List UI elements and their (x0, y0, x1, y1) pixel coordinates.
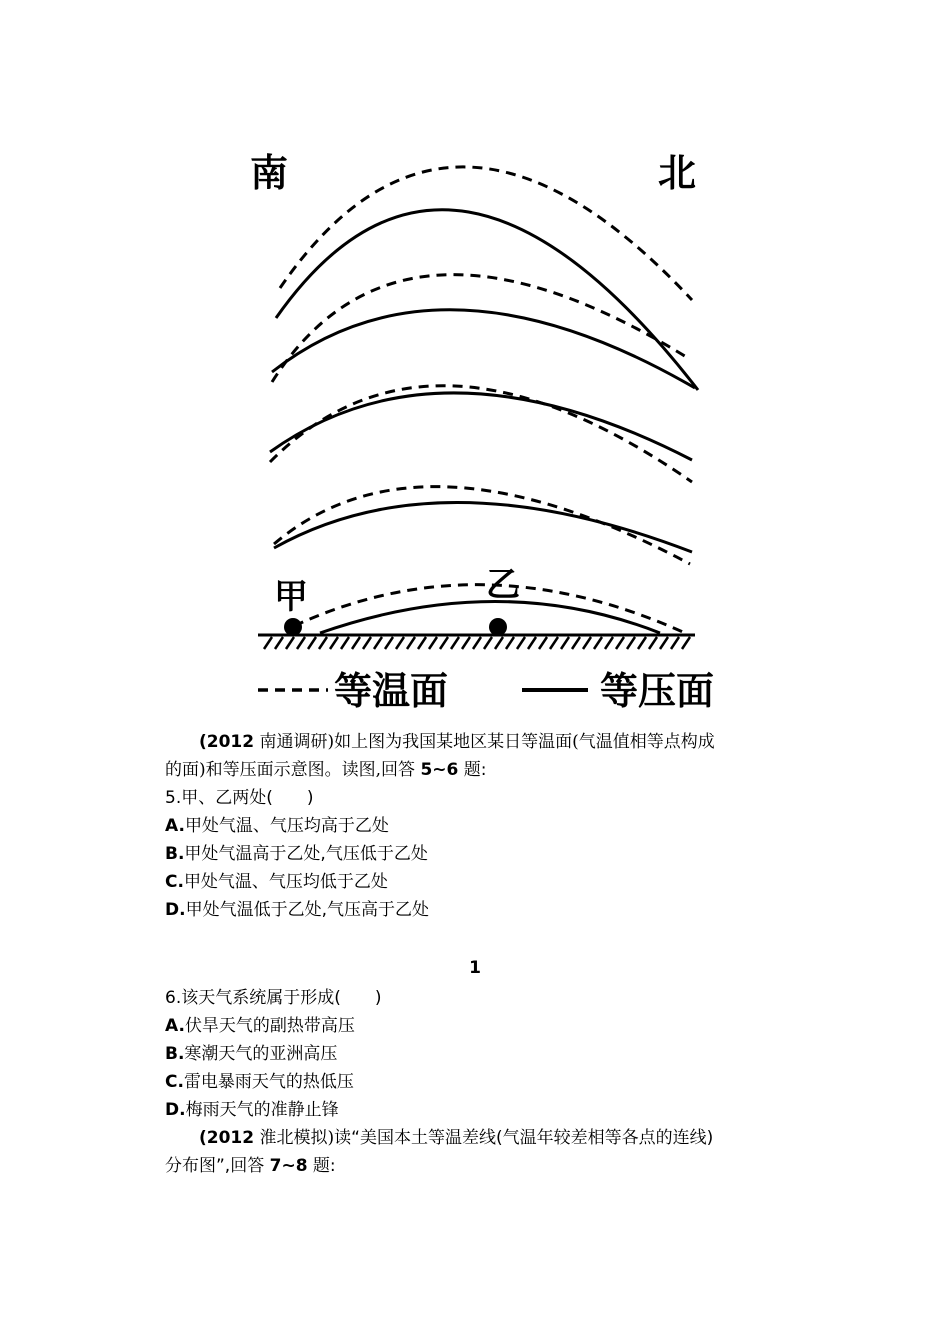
question-6 (165, 984, 795, 1180)
point-jia-label: 甲 (274, 577, 308, 617)
hatch-mark (308, 637, 316, 649)
north-label: 北 (658, 151, 697, 195)
south-label: 南 (250, 151, 289, 195)
hatch-mark (363, 637, 371, 649)
legend-isobar-label: 等压面 (600, 669, 715, 713)
hatch-mark (583, 637, 591, 649)
hatch-mark (275, 637, 283, 649)
passage-2-text-2: 分布图”,回答 (165, 1156, 270, 1176)
passage-2-line-1 (165, 1124, 795, 1152)
hatch-mark (495, 637, 503, 649)
passage-2-year: (2012 (199, 1128, 255, 1148)
hatch-mark (341, 637, 349, 649)
question-5-option-b: B.甲处气温高于乙处,气压低于乙处 (165, 844, 428, 864)
hatch-mark (550, 637, 558, 649)
isotherm-surface-2 (272, 275, 688, 382)
passage-1-source: 南通调研) (254, 732, 335, 752)
isotherm-surface-4 (274, 487, 690, 564)
hatch-mark (418, 637, 426, 649)
question-6-option-a: A.伏旱天气的副热带高压 (165, 1016, 355, 1036)
point-yi-marker (489, 618, 507, 636)
hatch-mark (605, 637, 613, 649)
hatch-mark (385, 637, 393, 649)
isotherm-isobar-diagram (240, 120, 740, 720)
isobar-surface-4 (274, 502, 692, 552)
hatch-mark (572, 637, 580, 649)
hatch-mark (616, 637, 624, 649)
hatch-mark (319, 637, 327, 649)
passage-1-text-2: 的面)和等压面示意图。读图,回答 (165, 760, 421, 780)
hatch-mark (627, 637, 635, 649)
hatch-mark (528, 637, 536, 649)
hatch-mark (473, 637, 481, 649)
hatch-mark (660, 637, 668, 649)
legend-isotherm-label: 等温面 (334, 669, 449, 713)
question-6-stem: 6.该天气系统属于形成( ) (165, 988, 382, 1008)
passage-1-text-1: 如上图为我国某地区某日等温面(气温值相等点构成 (334, 732, 715, 752)
hatch-mark (264, 637, 272, 649)
passage-1 (165, 728, 795, 924)
hatch-mark (682, 637, 690, 649)
hatch-mark (451, 637, 459, 649)
hatch-mark (396, 637, 404, 649)
passage-1-line-2 (165, 756, 795, 784)
question-5-option-d: D.甲处气温低于乙处,气压高于乙处 (165, 900, 429, 920)
point-jia-marker (284, 618, 302, 636)
passage-1-year: (2012 (199, 732, 255, 752)
isobar-surface-3 (270, 393, 692, 460)
hatch-mark (407, 637, 415, 649)
question-6-option-d: D.梅雨天气的准静止锋 (165, 1100, 339, 1120)
isobar-surface-2 (272, 310, 695, 388)
passage-2-range: 7~8 (269, 1156, 308, 1176)
hatch-mark (506, 637, 514, 649)
ground-hatching (264, 637, 690, 649)
hatch-mark (429, 637, 437, 649)
hatch-mark (671, 637, 679, 649)
passage-2-source: 淮北模拟) (254, 1128, 335, 1148)
isotherm-surface-1 (280, 167, 692, 300)
hatch-mark (594, 637, 602, 649)
hatch-mark (374, 637, 382, 649)
hatch-mark (352, 637, 360, 649)
isotherm-surface-3 (270, 386, 692, 482)
hatch-mark (649, 637, 657, 649)
hatch-mark (561, 637, 569, 649)
hatch-mark (638, 637, 646, 649)
question-5-option-a: A.甲处气温、气压均高于乙处 (165, 816, 389, 836)
question-5-stem: 5.甲、乙两处( ) (165, 788, 314, 808)
passage-1-suffix: 题: (458, 760, 487, 780)
passage-1-line-1 (165, 728, 795, 756)
passage-2-suffix: 题: (307, 1156, 336, 1176)
hatch-mark (297, 637, 305, 649)
hatch-mark (517, 637, 525, 649)
question-6-option-c: C.雷电暴雨天气的热低压 (165, 1072, 354, 1092)
hatch-mark (440, 637, 448, 649)
isobar-surface-1 (276, 210, 698, 390)
passage-2-line-2 (165, 1152, 795, 1180)
passage-1-range: 5~6 (420, 760, 459, 780)
hatch-mark (330, 637, 338, 649)
hatch-mark (462, 637, 470, 649)
hatch-mark (539, 637, 547, 649)
hatch-mark (484, 637, 492, 649)
hatch-mark (286, 637, 294, 649)
passage-2-text-1: 读“美国本土等温差线(气温年较差相等各点的连线) (334, 1128, 714, 1148)
question-6-option-b: B.寒潮天气的亚洲高压 (165, 1044, 338, 1064)
point-yi-label: 乙 (486, 565, 520, 605)
page-number: 1 (469, 958, 481, 978)
question-5-option-c: C.甲处气温、气压均低于乙处 (165, 872, 388, 892)
